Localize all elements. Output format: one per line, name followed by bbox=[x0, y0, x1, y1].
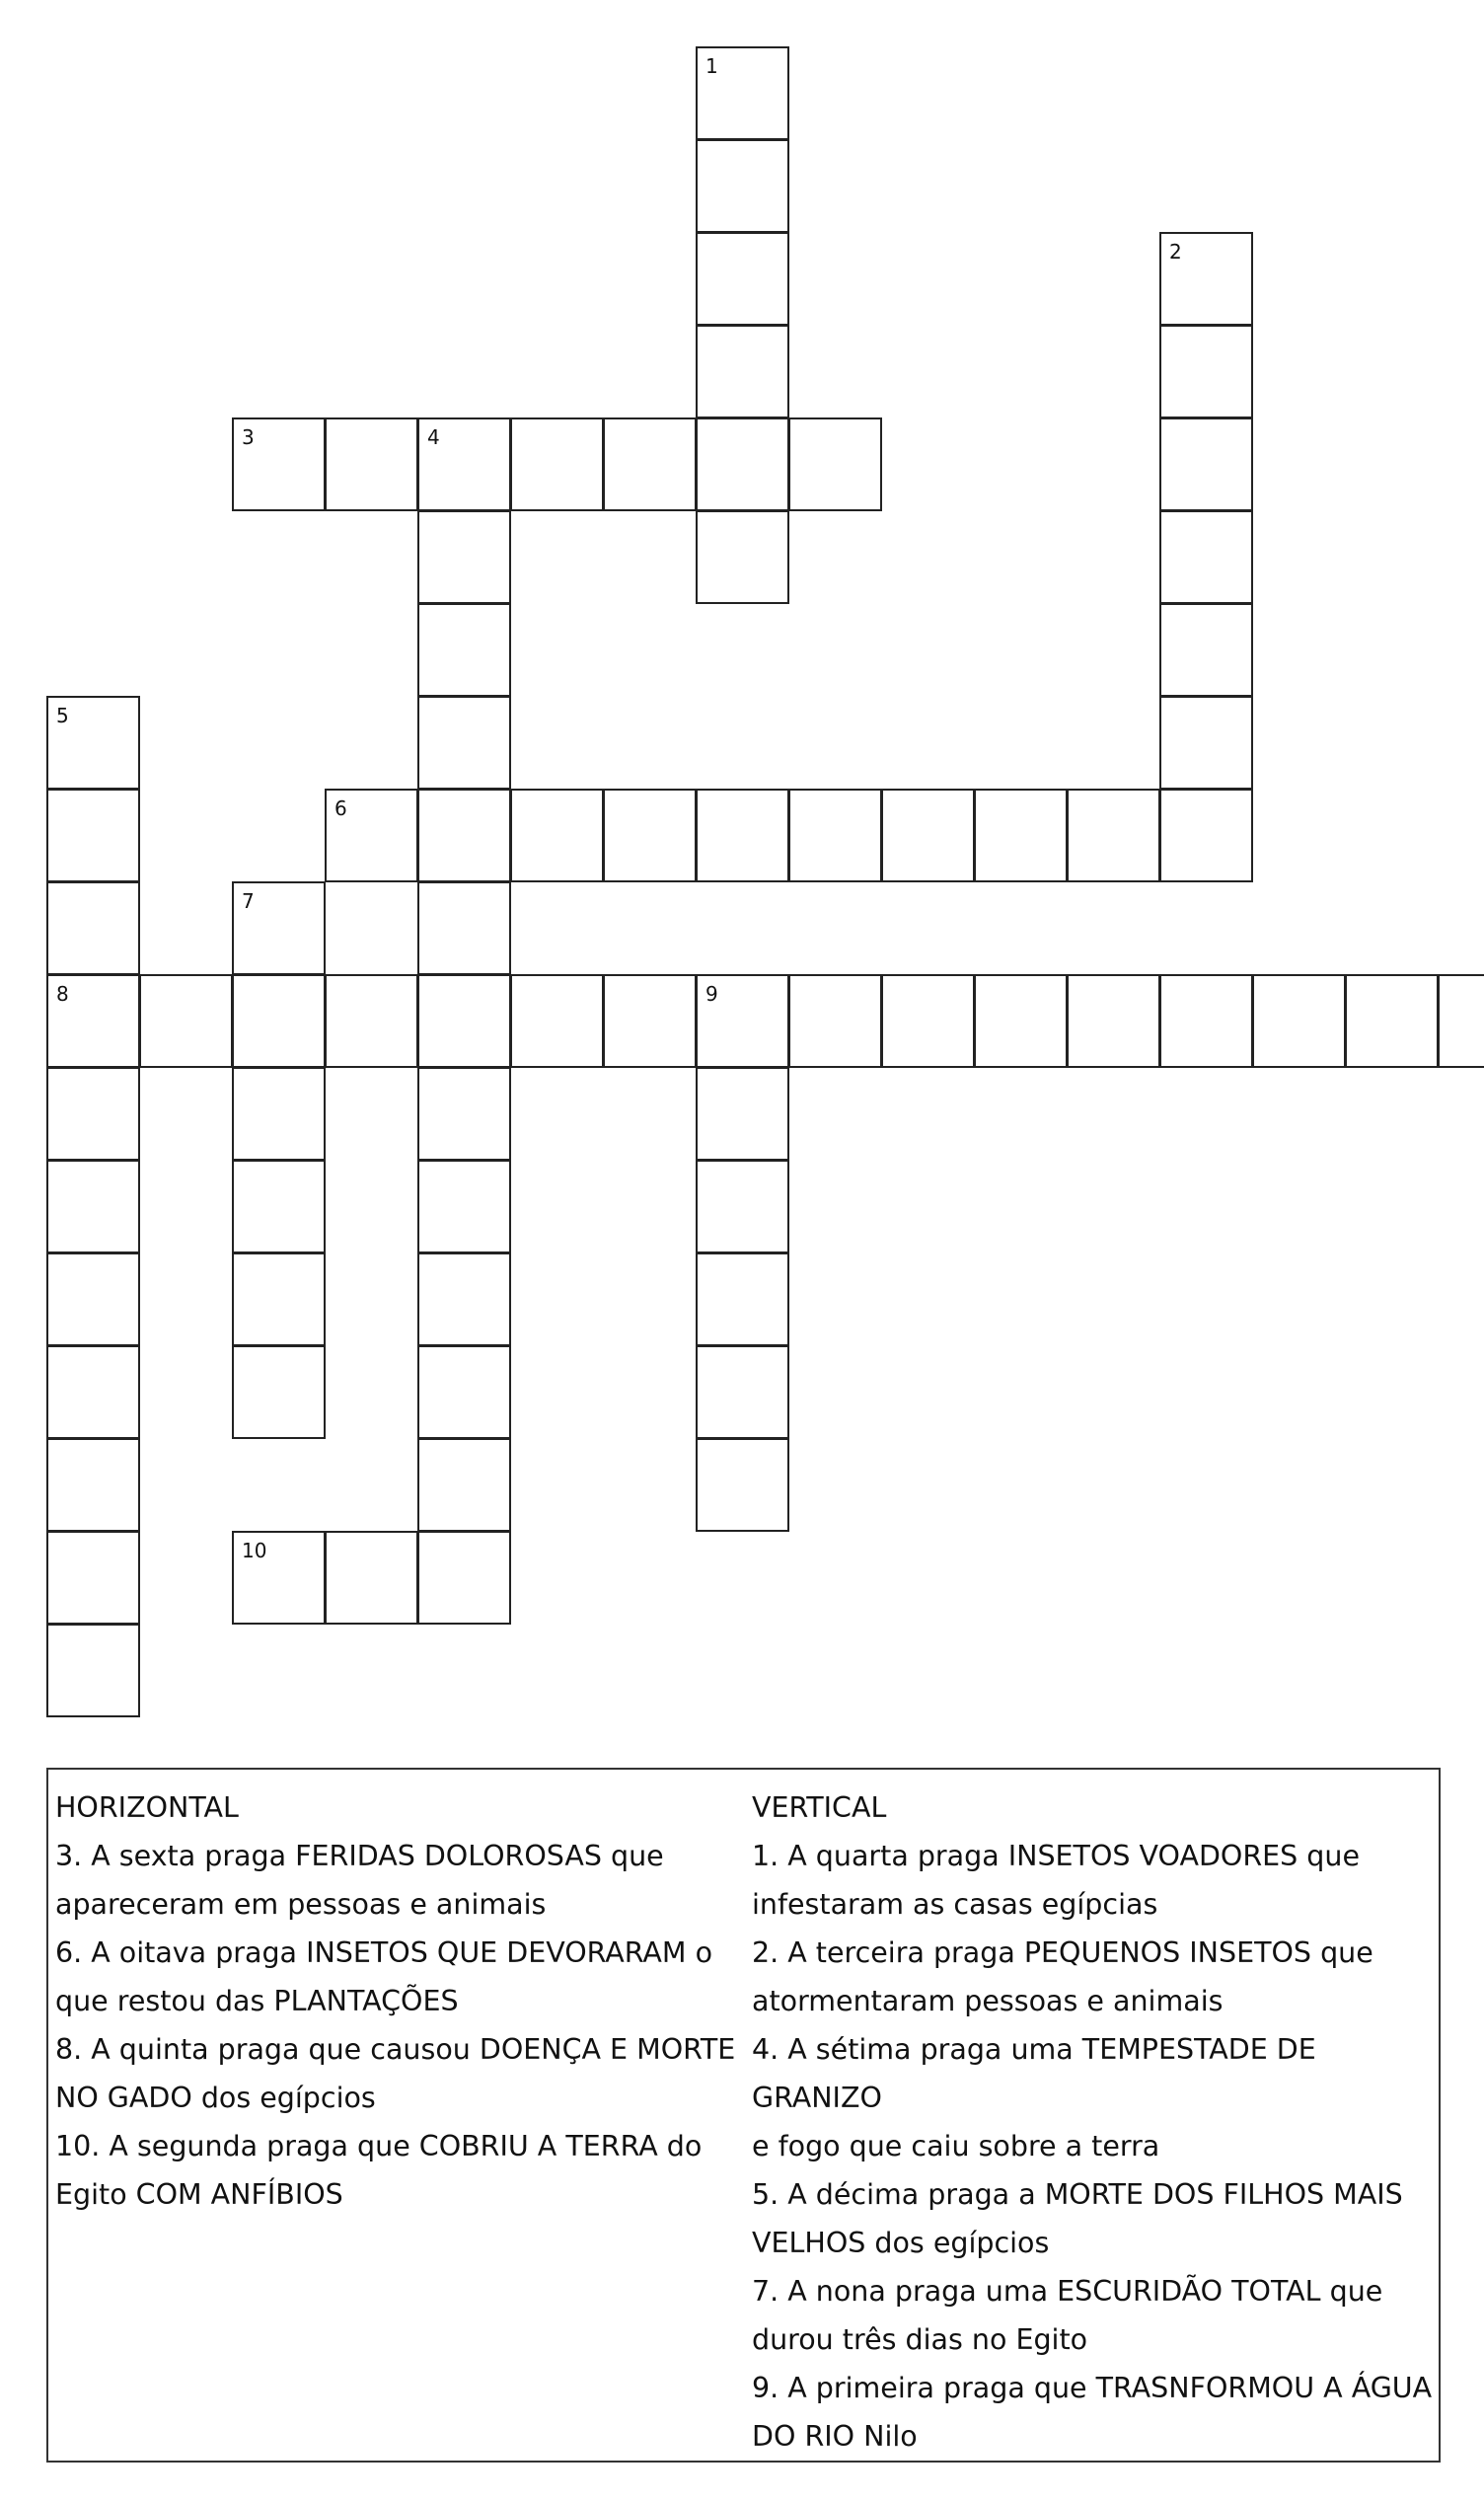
grid-cell[interactable] bbox=[325, 1531, 418, 1625]
grid-cell[interactable] bbox=[881, 789, 975, 882]
grid-cell[interactable] bbox=[696, 139, 789, 233]
grid-cell[interactable] bbox=[696, 1160, 789, 1253]
grid-cell[interactable] bbox=[1159, 417, 1253, 511]
clue-vertical-1-line-1: 1. A quarta praga INSETOS VOADORES que bbox=[752, 1840, 1360, 1872]
clue-vertical-9-line-2: DO RIO Nilo bbox=[752, 2420, 918, 2453]
grid-cell[interactable] bbox=[325, 417, 418, 511]
grid-cell[interactable] bbox=[46, 881, 140, 975]
clue-horizontal-3-line-2: apareceram em pessoas e animais bbox=[55, 1888, 547, 1921]
grid-cell[interactable] bbox=[974, 974, 1068, 1068]
grid-cell[interactable] bbox=[603, 974, 697, 1068]
clue-horizontal-3-line-1: 3. A sexta praga FERIDAS DOLOROSAS que bbox=[55, 1840, 664, 1872]
grid-cell[interactable] bbox=[1159, 974, 1253, 1068]
grid-cell[interactable] bbox=[46, 1438, 140, 1532]
clue-number: 10 bbox=[242, 1539, 267, 1562]
clue-vertical-7-line-2: durou três dias no Egito bbox=[752, 2323, 1088, 2356]
clue-horizontal-10-line-2: Egito COM ANFÍBIOS bbox=[55, 2178, 343, 2211]
grid-cell[interactable] bbox=[1067, 974, 1160, 1068]
grid-cell[interactable] bbox=[417, 881, 511, 975]
clue-box bbox=[46, 1768, 1441, 2463]
clue-vertical-2-line-1: 2. A terceira praga PEQUENOS INSETOS que bbox=[752, 1936, 1373, 1969]
grid-cell[interactable] bbox=[696, 232, 789, 326]
grid-cell[interactable] bbox=[46, 696, 140, 790]
vertical-heading: VERTICAL bbox=[752, 1791, 887, 1824]
grid-cell[interactable] bbox=[1159, 789, 1253, 882]
grid-cell[interactable] bbox=[1067, 789, 1160, 882]
grid-cell[interactable] bbox=[46, 1345, 140, 1439]
grid-cell[interactable] bbox=[1345, 974, 1439, 1068]
grid-cell[interactable] bbox=[974, 789, 1068, 882]
grid-cell[interactable] bbox=[603, 789, 697, 882]
clue-vertical-5-line-1: 5. A décima praga a MORTE DOS FILHOS MAIS bbox=[752, 2178, 1403, 2211]
grid-cell[interactable] bbox=[696, 417, 789, 511]
grid-cell[interactable] bbox=[417, 1252, 511, 1346]
grid-cell[interactable] bbox=[417, 1531, 511, 1625]
grid-cell[interactable] bbox=[232, 1252, 326, 1346]
grid-cell[interactable] bbox=[417, 417, 511, 511]
grid-cell[interactable] bbox=[417, 1438, 511, 1532]
grid-cell[interactable] bbox=[696, 46, 789, 140]
grid-cell[interactable] bbox=[1159, 232, 1253, 326]
grid-cell[interactable] bbox=[696, 1345, 789, 1439]
grid-cell[interactable] bbox=[1159, 603, 1253, 697]
clue-number: 6 bbox=[334, 796, 347, 820]
clue-vertical-5-line-2: VELHOS dos egípcios bbox=[752, 2227, 1050, 2259]
grid-cell[interactable] bbox=[788, 417, 882, 511]
clue-horizontal-6-line-1: 6. A oitava praga INSETOS QUE DEVORARAM o bbox=[55, 1936, 713, 1969]
grid-cell[interactable] bbox=[232, 1160, 326, 1253]
grid-cell[interactable] bbox=[510, 974, 604, 1068]
clue-horizontal-8-line-2: NO GADO dos egípcios bbox=[55, 2082, 376, 2114]
grid-cell[interactable] bbox=[46, 1624, 140, 1717]
clue-number: 3 bbox=[242, 425, 255, 449]
grid-cell[interactable] bbox=[510, 789, 604, 882]
vertical-clues bbox=[752, 1783, 1433, 2461]
horizontal-clues bbox=[55, 1783, 736, 2219]
clue-number: 5 bbox=[56, 704, 69, 727]
grid-cell[interactable] bbox=[696, 974, 789, 1068]
grid-cell[interactable] bbox=[46, 1160, 140, 1253]
clue-vertical-9-line-1: 9. A primeira praga que TRASNFORMOU A ÁGUA bbox=[752, 2372, 1433, 2404]
grid-cell[interactable] bbox=[417, 603, 511, 697]
grid-cell[interactable] bbox=[232, 1345, 326, 1439]
grid-cell[interactable] bbox=[325, 789, 418, 882]
grid-cell[interactable] bbox=[1159, 325, 1253, 418]
grid-cell[interactable] bbox=[232, 881, 326, 975]
clue-vertical-4-line-2: e fogo que caiu sobre a terra bbox=[752, 2130, 1160, 2162]
clue-horizontal-10-line-1: 10. A segunda praga que COBRIU A TERRA do bbox=[55, 2130, 703, 2162]
clue-number: 9 bbox=[705, 982, 718, 1006]
grid-cell[interactable] bbox=[417, 696, 511, 790]
grid-cell[interactable] bbox=[788, 974, 882, 1068]
grid-cell[interactable] bbox=[696, 510, 789, 604]
grid-cell[interactable] bbox=[1159, 696, 1253, 790]
grid-cell[interactable] bbox=[696, 789, 789, 882]
grid-cell[interactable] bbox=[417, 510, 511, 604]
clue-vertical-2-line-2: atormentaram pessoas e animais bbox=[752, 1985, 1224, 2017]
grid-cell[interactable] bbox=[417, 789, 511, 882]
grid-cell[interactable] bbox=[696, 1252, 789, 1346]
grid-cell[interactable] bbox=[139, 974, 233, 1068]
grid-cell[interactable] bbox=[1438, 974, 1484, 1068]
grid-cell[interactable] bbox=[417, 974, 511, 1068]
clue-number: 8 bbox=[56, 982, 69, 1006]
clue-vertical-4-line-1: 4. A sétima praga uma TEMPESTADE DE GRANIZO bbox=[752, 2033, 1316, 2114]
grid-cell[interactable] bbox=[325, 974, 418, 1068]
grid-cell[interactable] bbox=[232, 1531, 326, 1625]
grid-cell[interactable] bbox=[232, 417, 326, 511]
clue-horizontal-8-line-1: 8. A quinta praga que causou DOENÇA E MORTE bbox=[55, 2033, 736, 2066]
grid-cell[interactable] bbox=[46, 789, 140, 882]
grid-cell[interactable] bbox=[1252, 974, 1346, 1068]
horizontal-heading: HORIZONTAL bbox=[55, 1791, 239, 1824]
grid-cell[interactable] bbox=[46, 1067, 140, 1161]
clue-number: 2 bbox=[1169, 240, 1182, 264]
clue-number: 4 bbox=[427, 425, 440, 449]
grid-cell[interactable] bbox=[696, 1067, 789, 1161]
grid-cell[interactable] bbox=[603, 417, 697, 511]
clue-number: 1 bbox=[705, 54, 718, 78]
clue-vertical-1-line-2: infestaram as casas egípcias bbox=[752, 1888, 1158, 1921]
grid-cell[interactable] bbox=[46, 974, 140, 1068]
grid-cell[interactable] bbox=[232, 1067, 326, 1161]
grid-cell[interactable] bbox=[417, 1067, 511, 1161]
grid-cell[interactable] bbox=[232, 974, 326, 1068]
grid-cell[interactable] bbox=[1159, 510, 1253, 604]
grid-cell[interactable] bbox=[46, 1252, 140, 1346]
clue-number: 7 bbox=[242, 889, 255, 913]
grid-cell[interactable] bbox=[696, 325, 789, 418]
grid-cell[interactable] bbox=[417, 1160, 511, 1253]
clue-horizontal-6-line-2: que restou das PLANTAÇÕES bbox=[55, 1985, 459, 2017]
grid-cell[interactable] bbox=[881, 974, 975, 1068]
grid-cell[interactable] bbox=[417, 1345, 511, 1439]
grid-cell[interactable] bbox=[510, 417, 604, 511]
grid-cell[interactable] bbox=[788, 789, 882, 882]
grid-cell[interactable] bbox=[696, 1438, 789, 1532]
clue-vertical-7-line-1: 7. A nona praga uma ESCURIDÃO TOTAL que bbox=[752, 2275, 1383, 2308]
grid-cell[interactable] bbox=[46, 1531, 140, 1625]
